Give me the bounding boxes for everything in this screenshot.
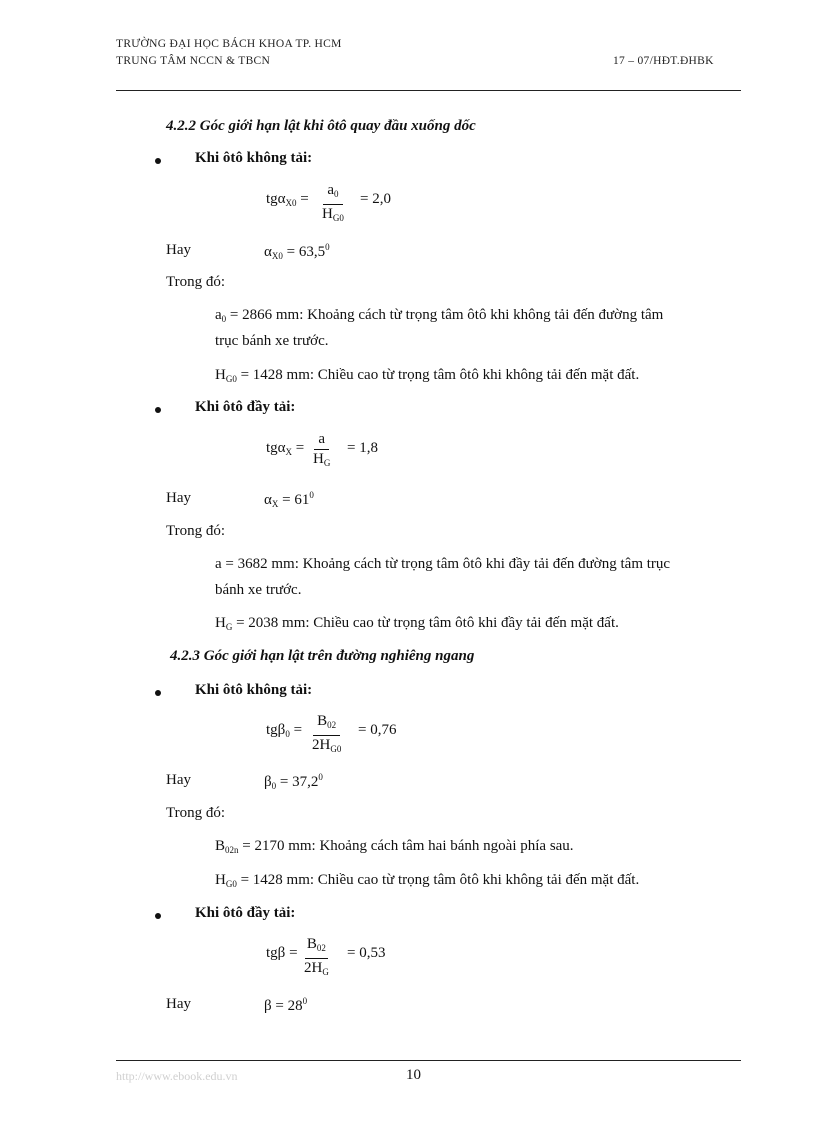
definition-line: $H_G = 2038$ mm: Chiều cao từ trọng tâm ôtô khi đầy tải đến mặt đất.	[215, 615, 619, 632]
angle-result: $\alpha_X = 61^0$	[264, 490, 314, 509]
subheading-unloaded: Khi ôtô không tải:	[195, 150, 313, 166]
formula-lhs: tgβ =	[266, 945, 298, 961]
bullet-icon	[155, 158, 161, 164]
where-label: Trong đó:	[166, 805, 226, 821]
angle-result: $\beta_0 = 37,2^0$	[264, 772, 323, 791]
subheading-unloaded: Khi ôtô không tải:	[195, 682, 313, 698]
bullet-icon	[155, 690, 161, 696]
section-title-4-2-3: 4.2.3 Góc giới hạn lật trên đường nghiêng ngang	[170, 648, 475, 664]
header-school: TRƯỜNG ĐẠI HỌC BÁCH KHOA TP. HCM	[116, 38, 342, 50]
angle-result: $\alpha_{X0} = 63,5^0$	[264, 242, 330, 261]
formula-lhs: tgα$_{X0}$ =	[266, 191, 309, 208]
hay-label: Hay	[166, 242, 191, 258]
definition-line: a = 3682 mm: Khoảng cách từ trọng tâm ôtô khi đầy tải đến đường tâm trục	[215, 556, 671, 572]
formula-fraction: $B_{02}$ $2H_G$	[304, 936, 329, 977]
definition-line-cont: trục bánh xe trước.	[215, 333, 329, 349]
formula-result: = 2,0	[360, 191, 391, 207]
formula-result: = 1,8	[347, 440, 378, 456]
where-label: Trong đó:	[166, 523, 226, 539]
bullet-icon	[155, 407, 161, 413]
formula-lhs: tgα$_X$ =	[266, 440, 305, 457]
definition-line-cont: bánh xe trước.	[215, 582, 302, 598]
hay-label: Hay	[166, 996, 191, 1012]
definition-line: $H_{G0} = 1428$ mm: Chiều cao từ trọng tâm ôtô khi không tải đến mặt đất.	[215, 872, 640, 889]
formula-lhs: tgβ$_0$ =	[266, 722, 303, 739]
where-label: Trong đó:	[166, 274, 226, 290]
header-rule	[116, 90, 741, 91]
header-doc-code: 17 – 07/HĐT.ĐHBK	[613, 55, 714, 67]
formula-fraction: a $H_G$	[313, 431, 331, 468]
hay-label: Hay	[166, 772, 191, 788]
subheading-loaded: Khi ôtô đầy tải:	[195, 399, 296, 415]
formula-result: = 0,76	[358, 722, 397, 738]
page-number: 10	[406, 1067, 421, 1083]
subheading-loaded: Khi ôtô đầy tải:	[195, 905, 296, 921]
formula-result: = 0,53	[347, 945, 386, 961]
header-center: TRUNG TÂM NCCN & TBCN	[116, 55, 271, 67]
footer-rule	[116, 1060, 741, 1061]
angle-result: $\beta = 28^0$	[264, 996, 308, 1014]
hay-label: Hay	[166, 490, 191, 506]
formula-fraction: $a_0$ $H_{G0}$	[322, 182, 344, 223]
section-title-4-2-2: 4.2.2 Góc giới hạn lật khi ôtô quay đầu xuống dốc	[166, 118, 476, 134]
formula-fraction: $B_{02}$ $2H_{G0}$	[312, 713, 342, 754]
definition-line: $B_{02n} = 2170$ mm: Khoảng cách tâm hai bánh ngoài phía sau.	[215, 838, 574, 855]
definition-line: $H_{G0} = 1428$ mm: Chiều cao từ trọng tâm ôtô khi không tải đến mặt đất.	[215, 367, 640, 384]
bullet-icon	[155, 913, 161, 919]
definition-line: $a_0 = 2866$ mm: Khoảng cách từ trọng tâm ôtô khi không tải đến đường tâm	[215, 307, 664, 324]
footer-link[interactable]: http://www.ebook.edu.vn	[116, 1069, 238, 1083]
